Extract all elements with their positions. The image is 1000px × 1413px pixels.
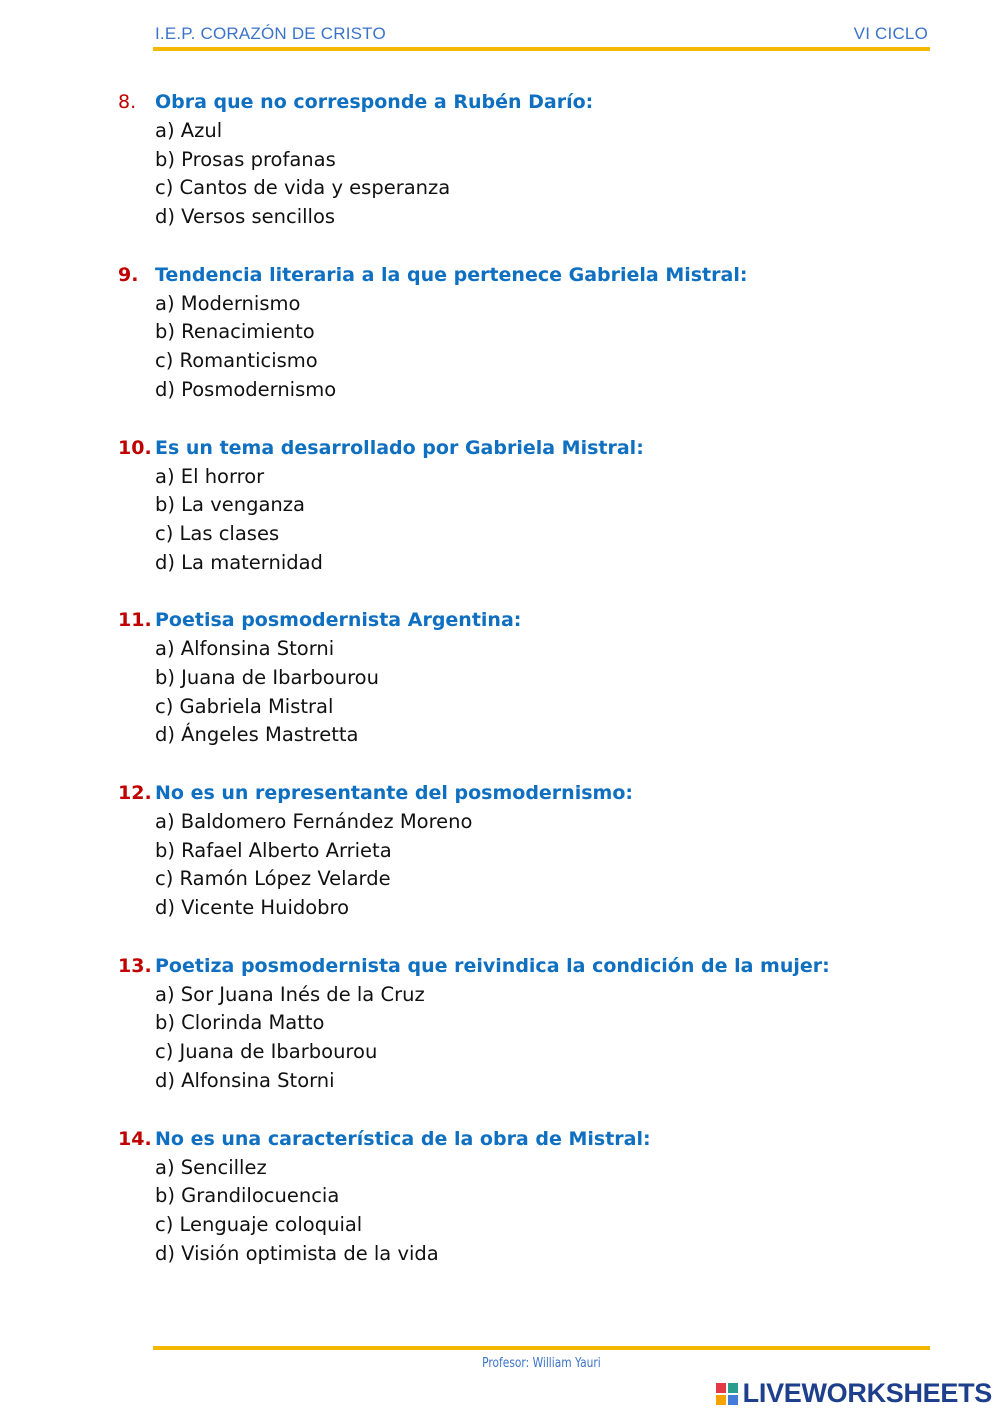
question-block xyxy=(118,261,938,405)
answer-option: c) Las clases xyxy=(155,521,280,545)
answer-option: a) Sencillez xyxy=(155,1155,267,1179)
question-text: Obra que no corresponde a Rubén Darío: xyxy=(155,91,594,113)
liveworksheets-logo-icon xyxy=(715,1382,739,1406)
answer-option: d) Versos sencillos xyxy=(155,205,336,229)
question-block xyxy=(118,952,938,1096)
answer-option: c) Gabriela Mistral xyxy=(155,694,334,718)
question-text: Poetisa posmodernista Argentina: xyxy=(155,609,522,632)
header-cycle: VI CICLO xyxy=(853,24,928,43)
brand-watermark[interactable] xyxy=(715,1378,992,1409)
question-number: 9. xyxy=(118,263,139,286)
question-block xyxy=(118,606,938,750)
answer-option: a) Modernismo xyxy=(155,291,301,315)
answer-option: c) Lenguaje coloquial xyxy=(155,1212,363,1236)
question-heading xyxy=(118,779,938,808)
question-number: 14. xyxy=(118,1127,152,1150)
question-number: 10. xyxy=(118,436,152,459)
answer-option: c) Juana de Ibarbourou xyxy=(155,1040,378,1064)
answer-option: b) Prosas profanas xyxy=(155,147,336,171)
answer-option: b) Renacimiento xyxy=(155,320,315,344)
question-text: No es una característica de la obra de Mistral: xyxy=(155,1127,651,1150)
question-heading xyxy=(118,261,938,290)
footer-divider xyxy=(153,1346,930,1350)
answer-option: a) El horror xyxy=(155,464,265,488)
question-text: Es un tema desarrollado por Gabriela Mistral: xyxy=(155,436,644,459)
question-block xyxy=(118,434,938,578)
question-number: 13. xyxy=(118,954,152,977)
footer-teacher: Profesor: William Yauri xyxy=(482,1356,601,1371)
answer-option: c) Cantos de vida y esperanza xyxy=(155,176,451,200)
answer-option: b) La venganza xyxy=(155,493,305,517)
answer-option: d) La maternidad xyxy=(155,550,323,574)
question-text: Tendencia literaria a la que pertenece Gabriela Mistral: xyxy=(155,263,748,286)
answer-option: b) Grandilocuencia xyxy=(155,1184,340,1208)
question-number: 12. xyxy=(118,782,152,804)
question-list xyxy=(118,88,938,1297)
answer-option: c) Romanticismo xyxy=(155,349,318,373)
answer-option: d) Vicente Huidobro xyxy=(155,896,350,920)
question-heading xyxy=(118,606,938,635)
header-school-name: I.E.P. CORAZÓN DE CRISTO xyxy=(155,24,386,43)
answer-option: d) Visión optimista de la vida xyxy=(155,1241,439,1265)
question-text: Poetiza posmodernista que reivindica la condición de la mujer: xyxy=(155,954,830,977)
answer-option: d) Posmodernismo xyxy=(155,377,337,401)
question-number: 11. xyxy=(118,609,152,632)
answer-option: a) Baldomero Fernández Moreno xyxy=(155,810,473,833)
answer-option: b) Juana de Ibarbourou xyxy=(155,665,379,689)
question-heading xyxy=(118,434,938,463)
question-block xyxy=(118,1125,938,1269)
answer-option: b) Rafael Alberto Arrieta xyxy=(155,838,392,862)
header-divider xyxy=(153,47,930,51)
question-text: No es un representante del posmodernismo: xyxy=(155,782,633,804)
answer-option: a) Azul xyxy=(155,119,223,142)
brand-name: LIVEWORKSHEETS xyxy=(742,1378,992,1408)
answer-option: d) Alfonsina Storni xyxy=(155,1068,335,1092)
question-block xyxy=(118,779,938,923)
question-block xyxy=(118,88,938,232)
question-number: 8. xyxy=(118,91,137,113)
question-heading xyxy=(118,88,938,117)
answer-option: c) Ramón López Velarde xyxy=(155,867,391,891)
question-heading xyxy=(118,952,938,981)
answer-option: b) Clorinda Matto xyxy=(155,1011,325,1035)
answer-option: d) Ángeles Mastretta xyxy=(155,723,359,747)
answer-option: a) Alfonsina Storni xyxy=(155,637,335,661)
answer-option: a) Sor Juana Inés de la Cruz xyxy=(155,982,425,1006)
question-heading xyxy=(118,1125,938,1154)
